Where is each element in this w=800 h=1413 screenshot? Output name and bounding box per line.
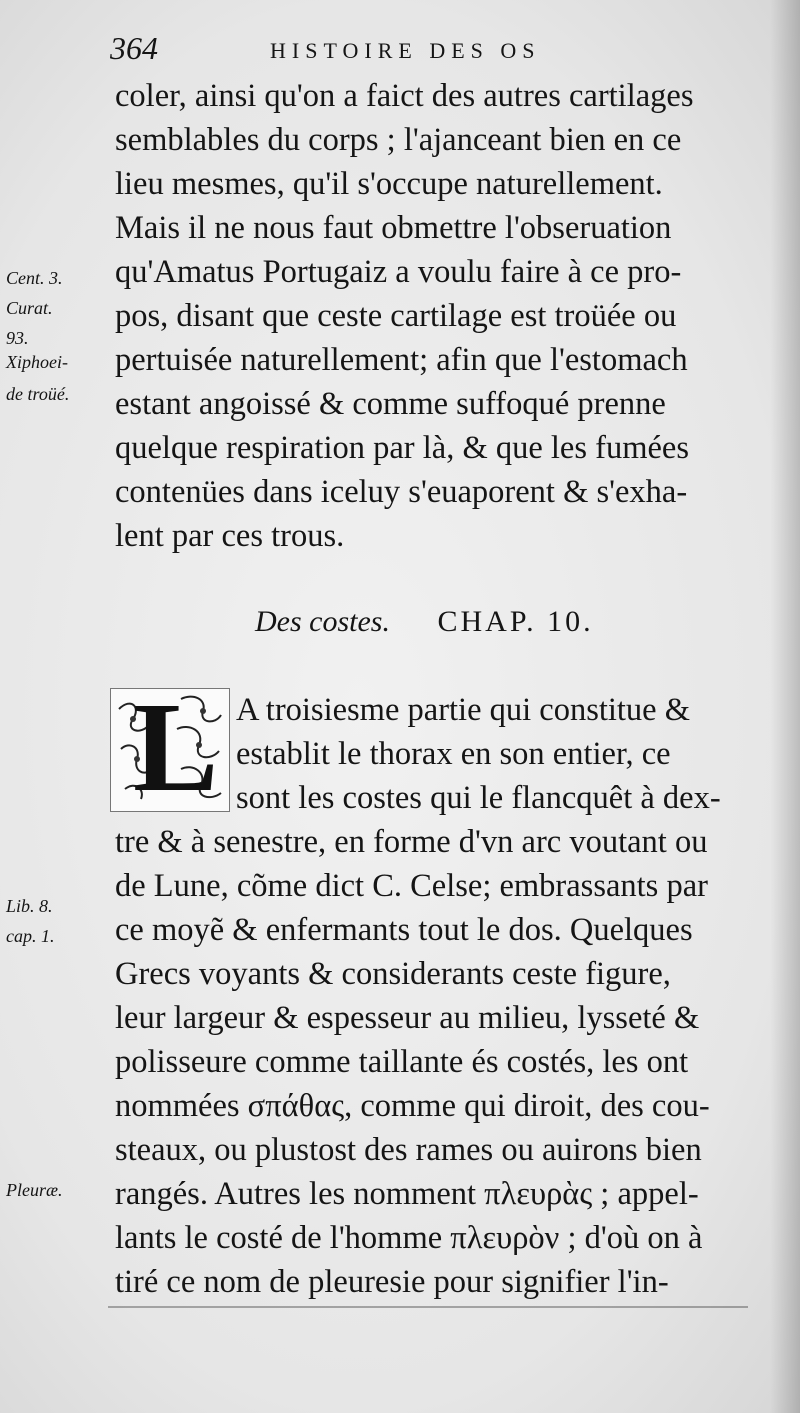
margin-note: Xiphoei- xyxy=(6,352,68,372)
text-line: tre & à senestre, en forme d'vn arc voutant ou xyxy=(115,824,708,860)
margin-note: Pleuræ. xyxy=(6,1180,63,1200)
text-line: nommées σπάθας, comme qui diroit, des cou- xyxy=(115,1088,710,1124)
text-line: polisseure comme taillante és costés, les ont xyxy=(115,1044,689,1080)
text-line: semblables du corps ; l'ajanceant bien en ce xyxy=(115,122,682,158)
text-line: contenües dans iceluy s'euaporent & s'exha- xyxy=(115,474,688,510)
text-line: leur largeur & espesseur au milieu, lysseté & xyxy=(115,1000,700,1036)
margin-note: 93. xyxy=(6,328,29,348)
margin-note: Lib. 8. xyxy=(6,896,53,916)
text-line: estant angoissé & comme suffoqué prenne xyxy=(115,386,666,422)
page-edge-shadow xyxy=(770,0,800,1413)
drop-cap-letter: L xyxy=(133,676,219,818)
text-line: establit le thorax en son entier, ce xyxy=(236,736,671,772)
page-header xyxy=(110,30,750,70)
text-line: A troisiesme partie qui constitue & xyxy=(236,692,691,728)
margin-note: Curat. xyxy=(6,298,53,318)
chapter-title: Des costes. xyxy=(255,605,390,638)
text-line: steaux, ou plustost des rames ou auirons bien xyxy=(115,1132,702,1168)
text-line: de Lune, cõme dict C. Celse; embrassants par xyxy=(115,868,708,904)
text-line: Mais il ne nous faut obmettre l'obseruation xyxy=(115,210,672,246)
chapter-heading xyxy=(255,605,594,639)
text-line: lent par ces trous. xyxy=(115,518,345,554)
page-number: 364 xyxy=(110,30,158,66)
text-line: qu'Amatus Portugaiz a voulu faire à ce pro- xyxy=(115,254,682,290)
text-line: coler, ainsi qu'on a faict des autres cartilages xyxy=(115,78,694,114)
text-line: quelque respiration par là, & que les fumées xyxy=(115,430,689,466)
text-line: pertuisée naturellement; afin que l'estomach xyxy=(115,342,688,378)
text-line: sont les costes qui le flancquêt à dex- xyxy=(236,780,721,816)
margin-note: de troüé. xyxy=(6,384,70,404)
page-bottom-rule xyxy=(108,1306,748,1308)
text-line: pos, disant que ceste cartilage est troüée ou xyxy=(115,298,677,334)
text-line: ce moyẽ & enfermants tout le dos. Quelques xyxy=(115,912,693,948)
text-line: rangés. Autres les nomment πλευρὰς ; appel- xyxy=(115,1176,699,1212)
text-line: Grecs voyants & considerants ceste figure, xyxy=(115,956,671,992)
margin-note: cap. 1. xyxy=(6,926,55,946)
decorated-initial xyxy=(110,676,230,818)
text-line: tiré ce nom de pleuresie pour signifier l'in- xyxy=(115,1264,669,1300)
running-head: HISTOIRE DES OS xyxy=(270,38,541,63)
text-line: lieu mesmes, qu'il s'occupe naturellement. xyxy=(115,166,663,202)
margin-note: Cent. 3. xyxy=(6,268,63,288)
chapter-number: CHAP. 10. xyxy=(437,605,594,638)
text-line: lants le costé de l'homme πλευρὸν ; d'où on à xyxy=(115,1220,703,1256)
